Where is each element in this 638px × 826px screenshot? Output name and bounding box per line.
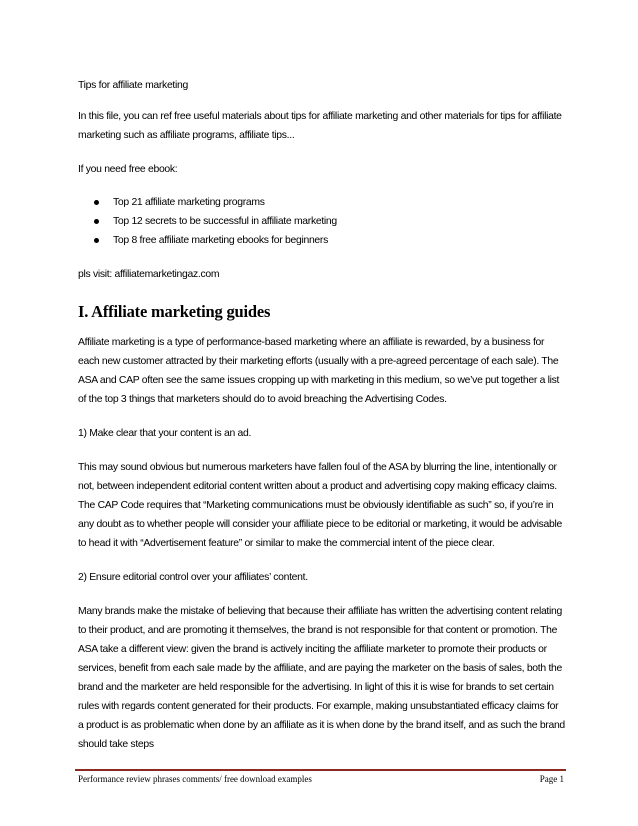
section-heading: I. Affiliate marketing guides (78, 302, 271, 321)
paragraph: Many brands make the mistake of believing that because their affiliate has written the advertising content relating to their product, and are promoting it themselves, the brand is not responsible for that content or promotion. The ASA take a different view: given the brand is actively inciting the affiliate marketer to promote their products or services, benefit from each sale made by the affiliate, and are paying the marketer on the basis of sales, both the brand and the marketer are held responsible for the advertising. In light of this it is wise for brands to set certain rules with regards content generated for their products. For example, making unsubstantiated efficacy claims for a product is as problematic when done by an affiliate as it is when done by the brand itself, and as such the brand should take steps (78, 606, 565, 750)
page-body (78, 76, 566, 754)
list-item-text: Top 21 affiliate marketing programs (113, 197, 265, 208)
paragraph: Affiliate marketing is a type of performance-based marketing where an affiliate is rewarded, by a business for each new customer attracted by their marketing efforts (usually with a pre-agreed percentage of each sale). The ASA and CAP often see the same issues cropping up with marketing in this medium, so we’ve put together a list of the top 3 things that marketers should do to avoid breaching the Advertising Codes. (78, 337, 560, 405)
footer-text: Performance review phrases comments/ free download examples (78, 774, 312, 784)
point-heading: 1) Make clear that your content is an ad. (78, 428, 252, 439)
bullet-icon (94, 219, 99, 224)
bullet-icon (94, 200, 99, 205)
list-item-text: Top 12 secrets to be successful in affiliate marketing (113, 216, 337, 227)
ebook-list (78, 193, 566, 250)
list-item (78, 193, 566, 212)
list-item (78, 231, 566, 250)
visit-text: pls visit: affiliatemarketingaz.com (78, 269, 220, 280)
page-number: Page 1 (539, 774, 564, 784)
bullet-icon (94, 238, 99, 243)
ebook-prompt: If you need free ebook: (78, 164, 178, 175)
footer-divider (75, 769, 566, 771)
page-footer (78, 772, 564, 786)
intro-title: Tips for affiliate marketing (78, 80, 188, 91)
intro-text: In this file, you can ref free useful materials about tips for affiliate marketing and other materials for tips for affiliate marketing such as affiliate programs, affiliate tips... (78, 111, 562, 141)
list-item-text: Top 8 free affiliate marketing ebooks for beginners (113, 235, 328, 246)
paragraph: This may sound obvious but numerous marketers have fallen foul of the ASA by blurring the line, intentionally or not, between independent editorial content written about a product and advertising copy making efficacy claims. The CAP Code requires that “Marketing communications must be obviously identifiable as such” so, if you’re in any doubt as to whether people will consider your affiliate piece to be editorial or marketing, it would be advisable to head it with “Advertisement feature” or similar to make the commercial intent of the piece clear. (78, 462, 562, 549)
point-heading: 2) Ensure editorial control over your affiliates’ content. (78, 572, 308, 583)
list-item (78, 212, 566, 231)
